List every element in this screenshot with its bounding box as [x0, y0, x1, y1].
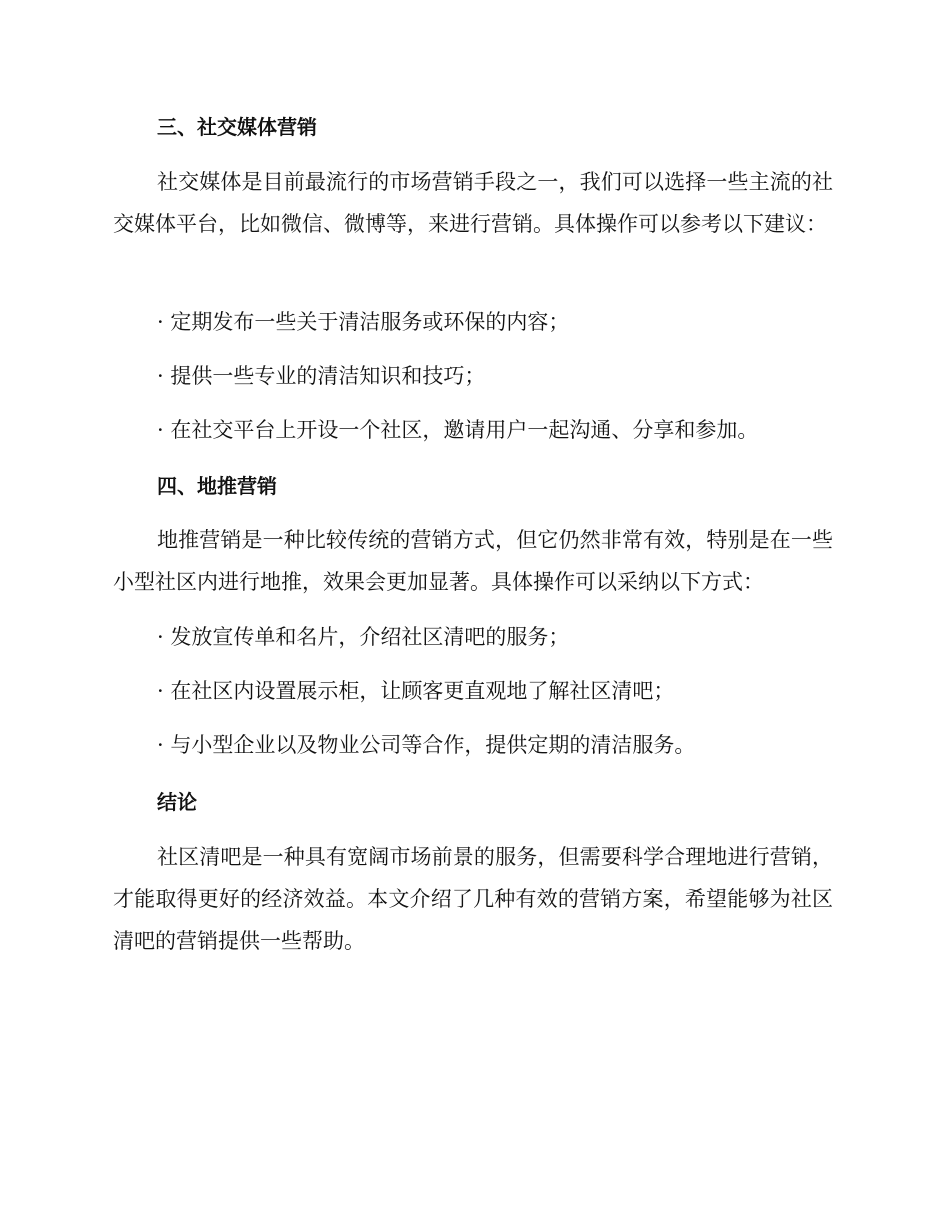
section-heading-social-media: 三、社交媒体营销 [157, 115, 317, 139]
section-heading-ground-promotion: 四、地推营销 [157, 474, 277, 498]
section-paragraph-conclusion: 社区清吧是一种具有宽阔市场前景的服务，但需要科学合理地进行营销，才能取得更好的经济效益。本文介绍了几种有效的营销方案，希望能够为社区清吧的营销提供一些帮助。 [113, 845, 833, 953]
bullet-item: · 提供一些专业的清洁知识和技巧； [157, 364, 486, 388]
bullet-item: · 定期发布一些关于清洁服务或环保的内容； [157, 310, 570, 334]
section-heading-conclusion: 结论 [157, 790, 197, 814]
section-paragraph-social-media: 社交媒体是目前最流行的市场营销手段之一，我们可以选择一些主流的社交媒体平台，比如微信、微博等，来进行营销。具体操作可以参考以下建议： [113, 170, 833, 236]
bullet-item: · 发放宣传单和名片，介绍社区清吧的服务； [157, 625, 570, 649]
section-paragraph-ground-promotion: 地推营销是一种比较传统的营销方式，但它仍然非常有效，特别是在一些小型社区内进行地推，效果会更加显著。具体操作可以采纳以下方式： [113, 528, 833, 594]
bullet-item: · 在社交平台上开设一个社区，邀请用户一起沟通、分享和参加。 [157, 418, 759, 442]
bullet-item: · 与小型企业以及物业公司等合作，提供定期的清洁服务。 [157, 733, 696, 757]
bullet-item: · 在社区内设置展示柜，让顾客更直观地了解社区清吧； [157, 679, 675, 703]
